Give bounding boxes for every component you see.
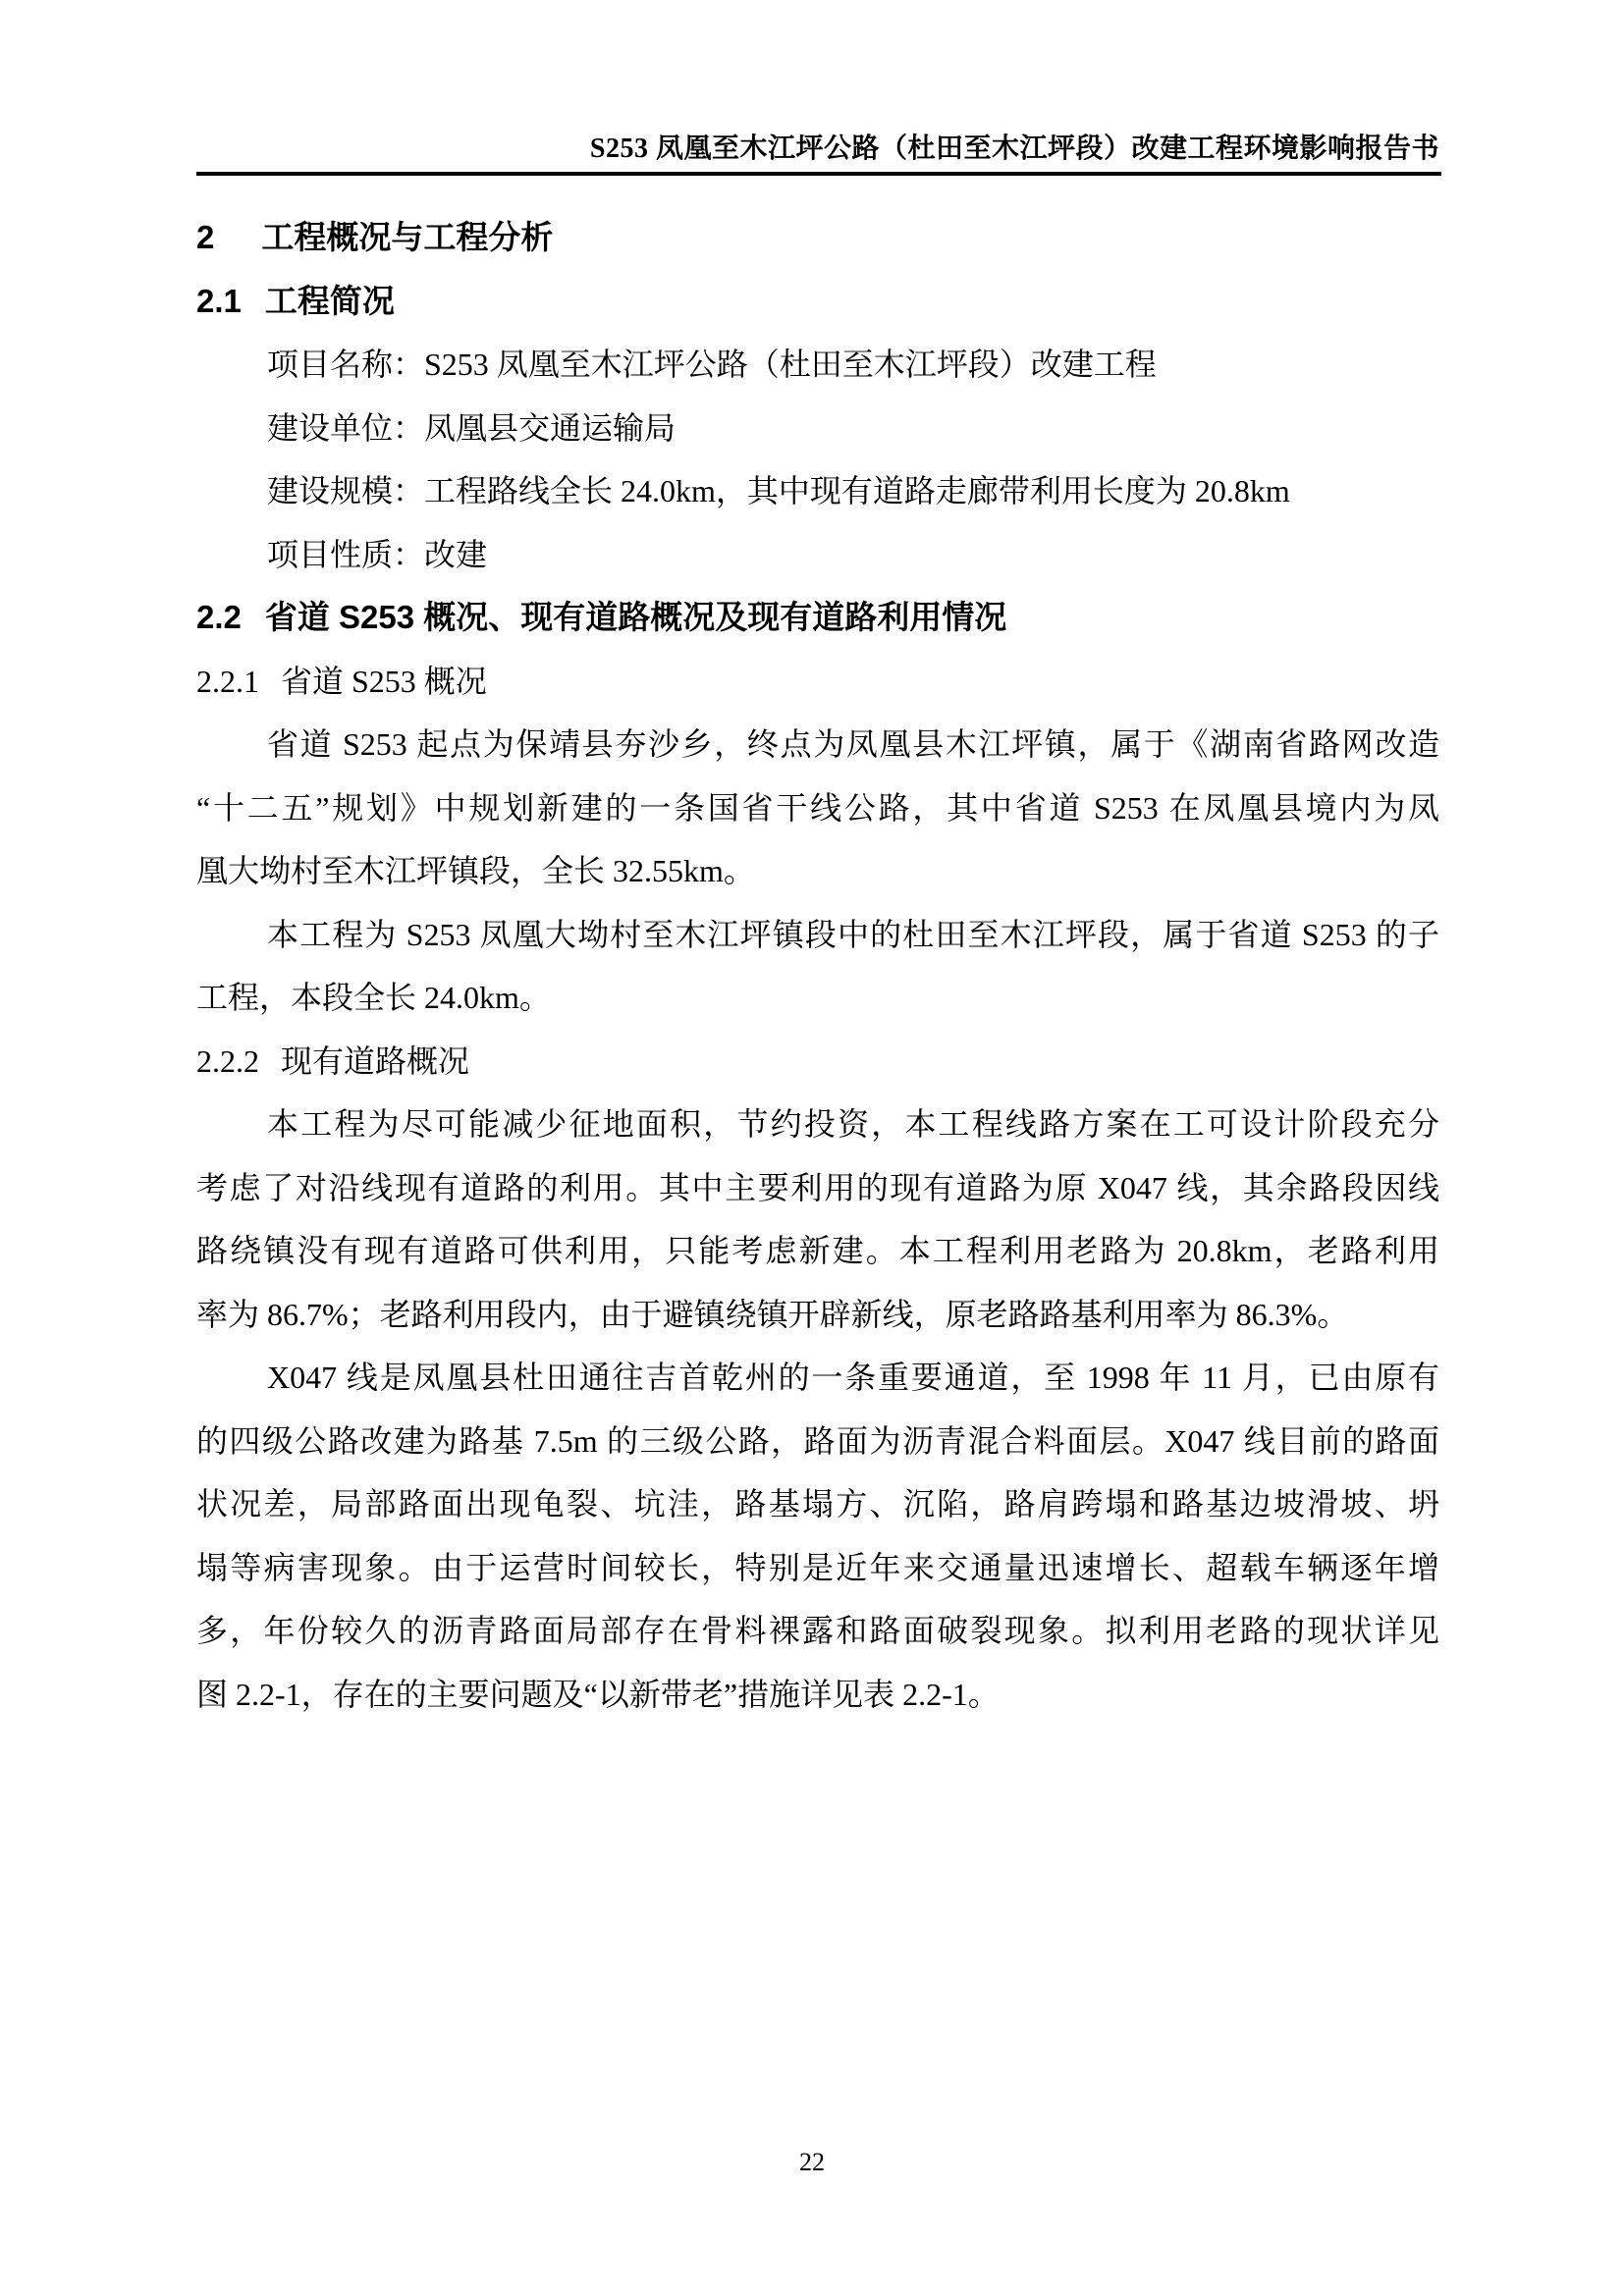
paragraph-line: 工程，本段全长 24.0km。: [196, 980, 551, 1015]
paragraph-line: 多，年份较久的沥青路面局部存在骨料裸露和路面破裂现象。拟利用老路的现状详见: [196, 1613, 1439, 1648]
section-title: 省道 S253 概况: [281, 663, 487, 699]
paragraph-line: 塌等病害现象。由于运营时间较长，特别是近年来交通量迅速增长、超载车辆逐年增: [196, 1549, 1439, 1585]
section-number: 2.1: [196, 282, 242, 319]
fact-scale: 建设规模：工程路线全长 24.0km，其中现有道路走廊带利用长度为 20.8km: [267, 473, 1290, 508]
paragraph-line: 图 2.2-1，存在的主要问题及“以新带老”措施详见表 2.2-1。: [196, 1676, 1000, 1712]
paragraph-line: 率为 86.7%；老路利用段内，由于避镇绕镇开辟新线，原老路路基利用率为 86.3%。: [196, 1296, 1349, 1332]
section-heading-2-2: [196, 586, 1439, 650]
fact-nature: 项目性质：改建: [267, 536, 488, 572]
paragraph-line: 本工程为 S253 凤凰大坳村至木江坪镇段中的杜田至木江坪段，属于省道 S253 的子: [267, 916, 1439, 952]
section-title: 省道 S253 概况、现有道路概况及现有道路利用情况: [264, 599, 1007, 635]
fact-project-name: 项目名称：S253 凤凰至木江坪公路（杜田至木江坪段）改建工程: [267, 347, 1157, 382]
section-title: 工程概况与工程分析: [261, 219, 554, 255]
paragraph-line: 凰大坳村至木江坪镇段，全长 32.55km。: [196, 853, 755, 888]
paragraph-line: X047 线是凤凰县杜田通往吉首乾州的一条重要通道，至 1998 年 11 月，已由原有: [267, 1360, 1439, 1395]
section-heading-2: [196, 206, 1439, 270]
paragraph-line: 本工程为尽可能减少征地面积，节约投资，本工程线路方案在工可设计阶段充分: [267, 1106, 1439, 1142]
running-header-title: S253 凤凰至木江坪公路（杜田至木江坪段）改建工程环境影响报告书: [589, 133, 1439, 164]
section-number: 2.2.2: [196, 1042, 259, 1079]
paragraph-line: 的四级公路改建为路基 7.5m 的三级公路，路面为沥青混合料面层。X047 线目前的路面: [196, 1422, 1439, 1459]
section-title: 工程简况: [264, 282, 395, 319]
section-heading-2-2-1: [196, 650, 1439, 714]
section-heading-2-2-2: [196, 1030, 1439, 1094]
section-heading-2-1: [196, 270, 1439, 334]
page-body: [196, 206, 1439, 1726]
paragraph-line: 考虑了对沿线现有道路的利用。其中主要利用的现有道路为原 X047 线，其余路段因线: [196, 1169, 1439, 1205]
section-number: 2.2: [196, 599, 242, 635]
paragraph-line: “十二五”规划》中规划新建的一条国省干线公路，其中省道 S253 在凤凰县境内为凤: [196, 789, 1439, 826]
section-number: 2.2.1: [196, 663, 259, 699]
paragraph-line: 省道 S253 起点为保靖县夯沙乡，终点为凤凰县木江坪镇，属于《湖南省路网改造: [267, 726, 1439, 762]
header-rule: [196, 172, 1441, 176]
section-number: 2: [196, 219, 215, 255]
paragraph-line: 状况差，局部路面出现龟裂、坑洼，路基塌方、沉陷，路肩跨塌和路基边坡滑坡、坍: [196, 1486, 1439, 1522]
section-title: 现有道路概况: [281, 1042, 470, 1079]
paragraph-line: 路绕镇没有现有道路可供利用，只能考虑新建。本工程利用老路为 20.8km，老路利用: [196, 1233, 1439, 1268]
page-number: 22: [799, 2148, 825, 2176]
fact-builder: 建设单位：凤凰县交通运输局: [267, 409, 677, 446]
